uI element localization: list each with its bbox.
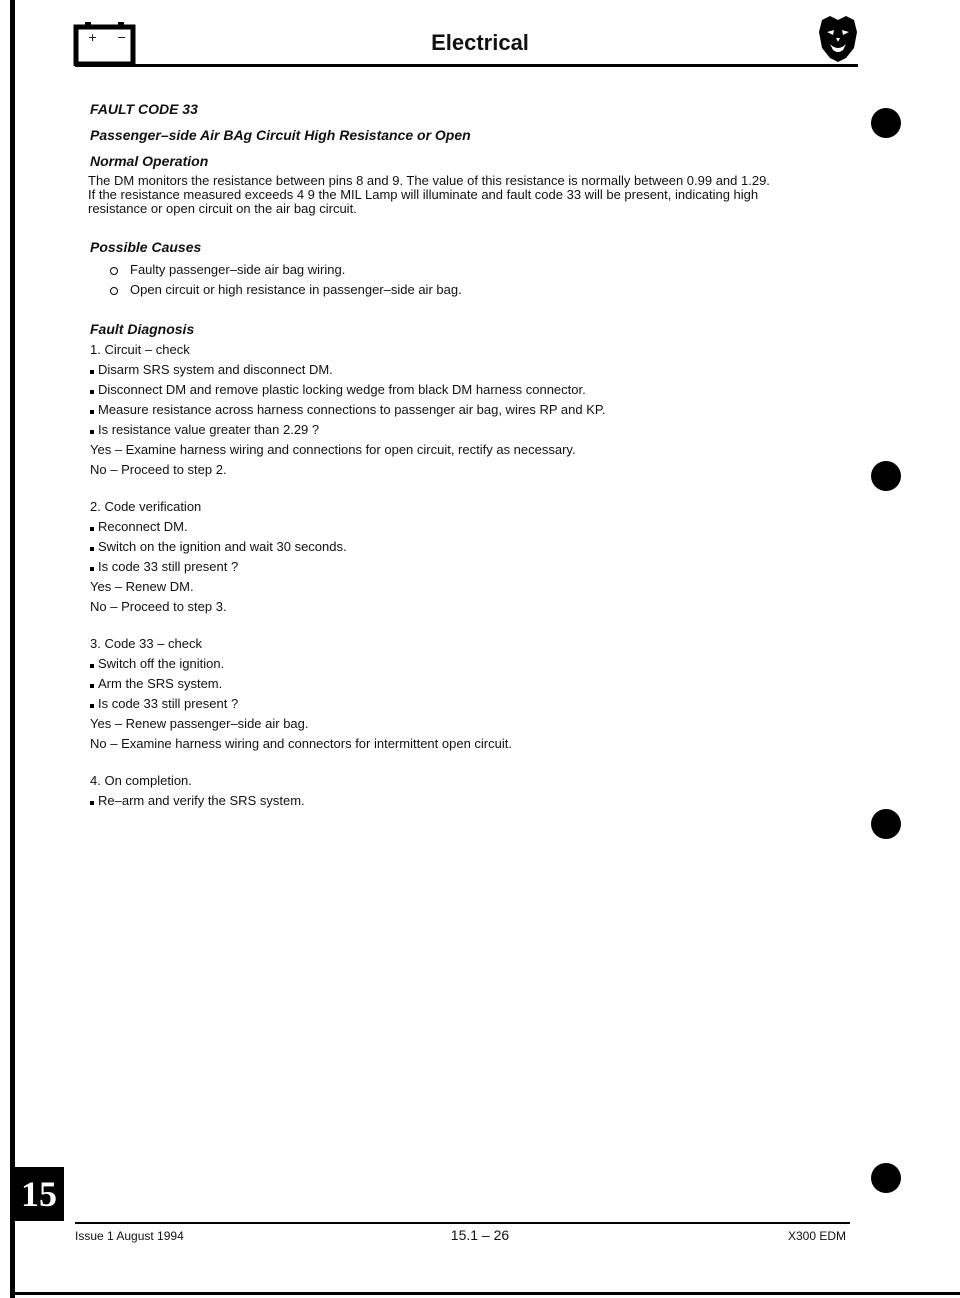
jaguar-head-icon <box>816 14 860 64</box>
square-bullet-icon <box>90 684 94 688</box>
square-bullet-icon <box>90 430 94 434</box>
no-answer: No – Proceed to step 2. <box>90 462 227 477</box>
footer-page-number: 15.1 – 26 <box>450 1227 510 1243</box>
circle-bullet-icon <box>110 287 118 295</box>
text-line: The DM monitors the resistance between pins 8 and 9. The value of this resistance is normally between 0.99 and 1.29. <box>88 173 770 188</box>
text-line: resistance or open circuit on the air bag circuit. <box>88 201 357 216</box>
square-bullet-icon <box>90 567 94 571</box>
margin-dot <box>871 1163 901 1193</box>
square-bullet-icon <box>90 390 94 394</box>
list-item: Open circuit or high resistance in passenger–side air bag. <box>110 280 860 300</box>
margin-dot <box>871 461 901 491</box>
yes-answer: Yes – Renew passenger–side air bag. <box>90 716 309 731</box>
step-heading: 4. On completion. <box>90 773 192 788</box>
square-bullet-icon <box>90 527 94 531</box>
square-bullet-icon <box>90 801 94 805</box>
normal-operation-title: Normal Operation <box>90 153 209 169</box>
list-item: Is code 33 still present ? <box>90 694 860 714</box>
no-answer: No – Examine harness wiring and connectors for intermittent open circuit. <box>90 736 512 751</box>
list-item: Disarm SRS system and disconnect DM. <box>90 360 860 380</box>
step-heading: 3. Code 33 – check <box>90 636 203 651</box>
step-heading: 1. Circuit – check <box>90 342 190 357</box>
list-item: Is code 33 still present ? <box>90 557 860 577</box>
fault-subtitle: Passenger–side Air BAg Circuit High Resistance or Open <box>90 127 471 143</box>
battery-minus: − <box>117 31 127 44</box>
battery-plus: + <box>88 31 98 44</box>
footer-model: X300 EDM <box>787 1229 846 1243</box>
normal-operation-text <box>88 174 860 216</box>
text-line: If the resistance measured exceeds 4 9 the MIL Lamp will illuminate and fault code 33 will be present, indicating high <box>88 187 759 202</box>
list-item: Arm the SRS system. <box>90 674 860 694</box>
square-bullet-icon <box>90 547 94 551</box>
step-1 <box>90 340 860 480</box>
step-3 <box>90 634 860 754</box>
fault-diagnosis-title: Fault Diagnosis <box>90 321 195 337</box>
yes-answer: Yes – Renew DM. <box>90 579 194 594</box>
header-rule <box>75 64 858 67</box>
step-heading: 2. Code verification <box>90 499 202 514</box>
circle-bullet-icon <box>110 267 118 275</box>
list-item: Re–arm and verify the SRS system. <box>90 791 860 811</box>
left-margin-rule <box>10 0 15 1298</box>
list-item: Reconnect DM. <box>90 517 860 537</box>
square-bullet-icon <box>90 410 94 414</box>
list-item: Switch off the ignition. <box>90 654 860 674</box>
main-content <box>90 100 860 811</box>
list-item: Is resistance value greater than 2.29 ? <box>90 420 860 440</box>
list-item: Disconnect DM and remove plastic locking wedge from black DM harness connector. <box>90 380 860 400</box>
square-bullet-icon <box>90 664 94 668</box>
margin-dot <box>871 809 901 839</box>
step-2 <box>90 497 860 617</box>
no-answer: No – Proceed to step 3. <box>90 599 227 614</box>
list-item: Measure resistance across harness connections to passenger air bag, wires RP and KP. <box>90 400 860 420</box>
footer-rule <box>75 1222 850 1224</box>
step-4 <box>90 771 860 811</box>
yes-answer: Yes – Examine harness wiring and connections for open circuit, rectify as necessary. <box>90 442 576 457</box>
fault-code-title: FAULT CODE 33 <box>90 101 198 117</box>
bottom-margin-rule <box>10 1292 960 1295</box>
margin-dot <box>871 108 901 138</box>
footer-issue: Issue 1 August 1994 <box>75 1229 184 1243</box>
section-tab: 15 <box>14 1167 64 1221</box>
square-bullet-icon <box>90 704 94 708</box>
square-bullet-icon <box>90 370 94 374</box>
list-item: Switch on the ignition and wait 30 seconds. <box>90 537 860 557</box>
possible-causes-title: Possible Causes <box>90 239 202 255</box>
list-item: Faulty passenger–side air bag wiring. <box>110 260 860 280</box>
page-title: Electrical <box>431 30 529 55</box>
